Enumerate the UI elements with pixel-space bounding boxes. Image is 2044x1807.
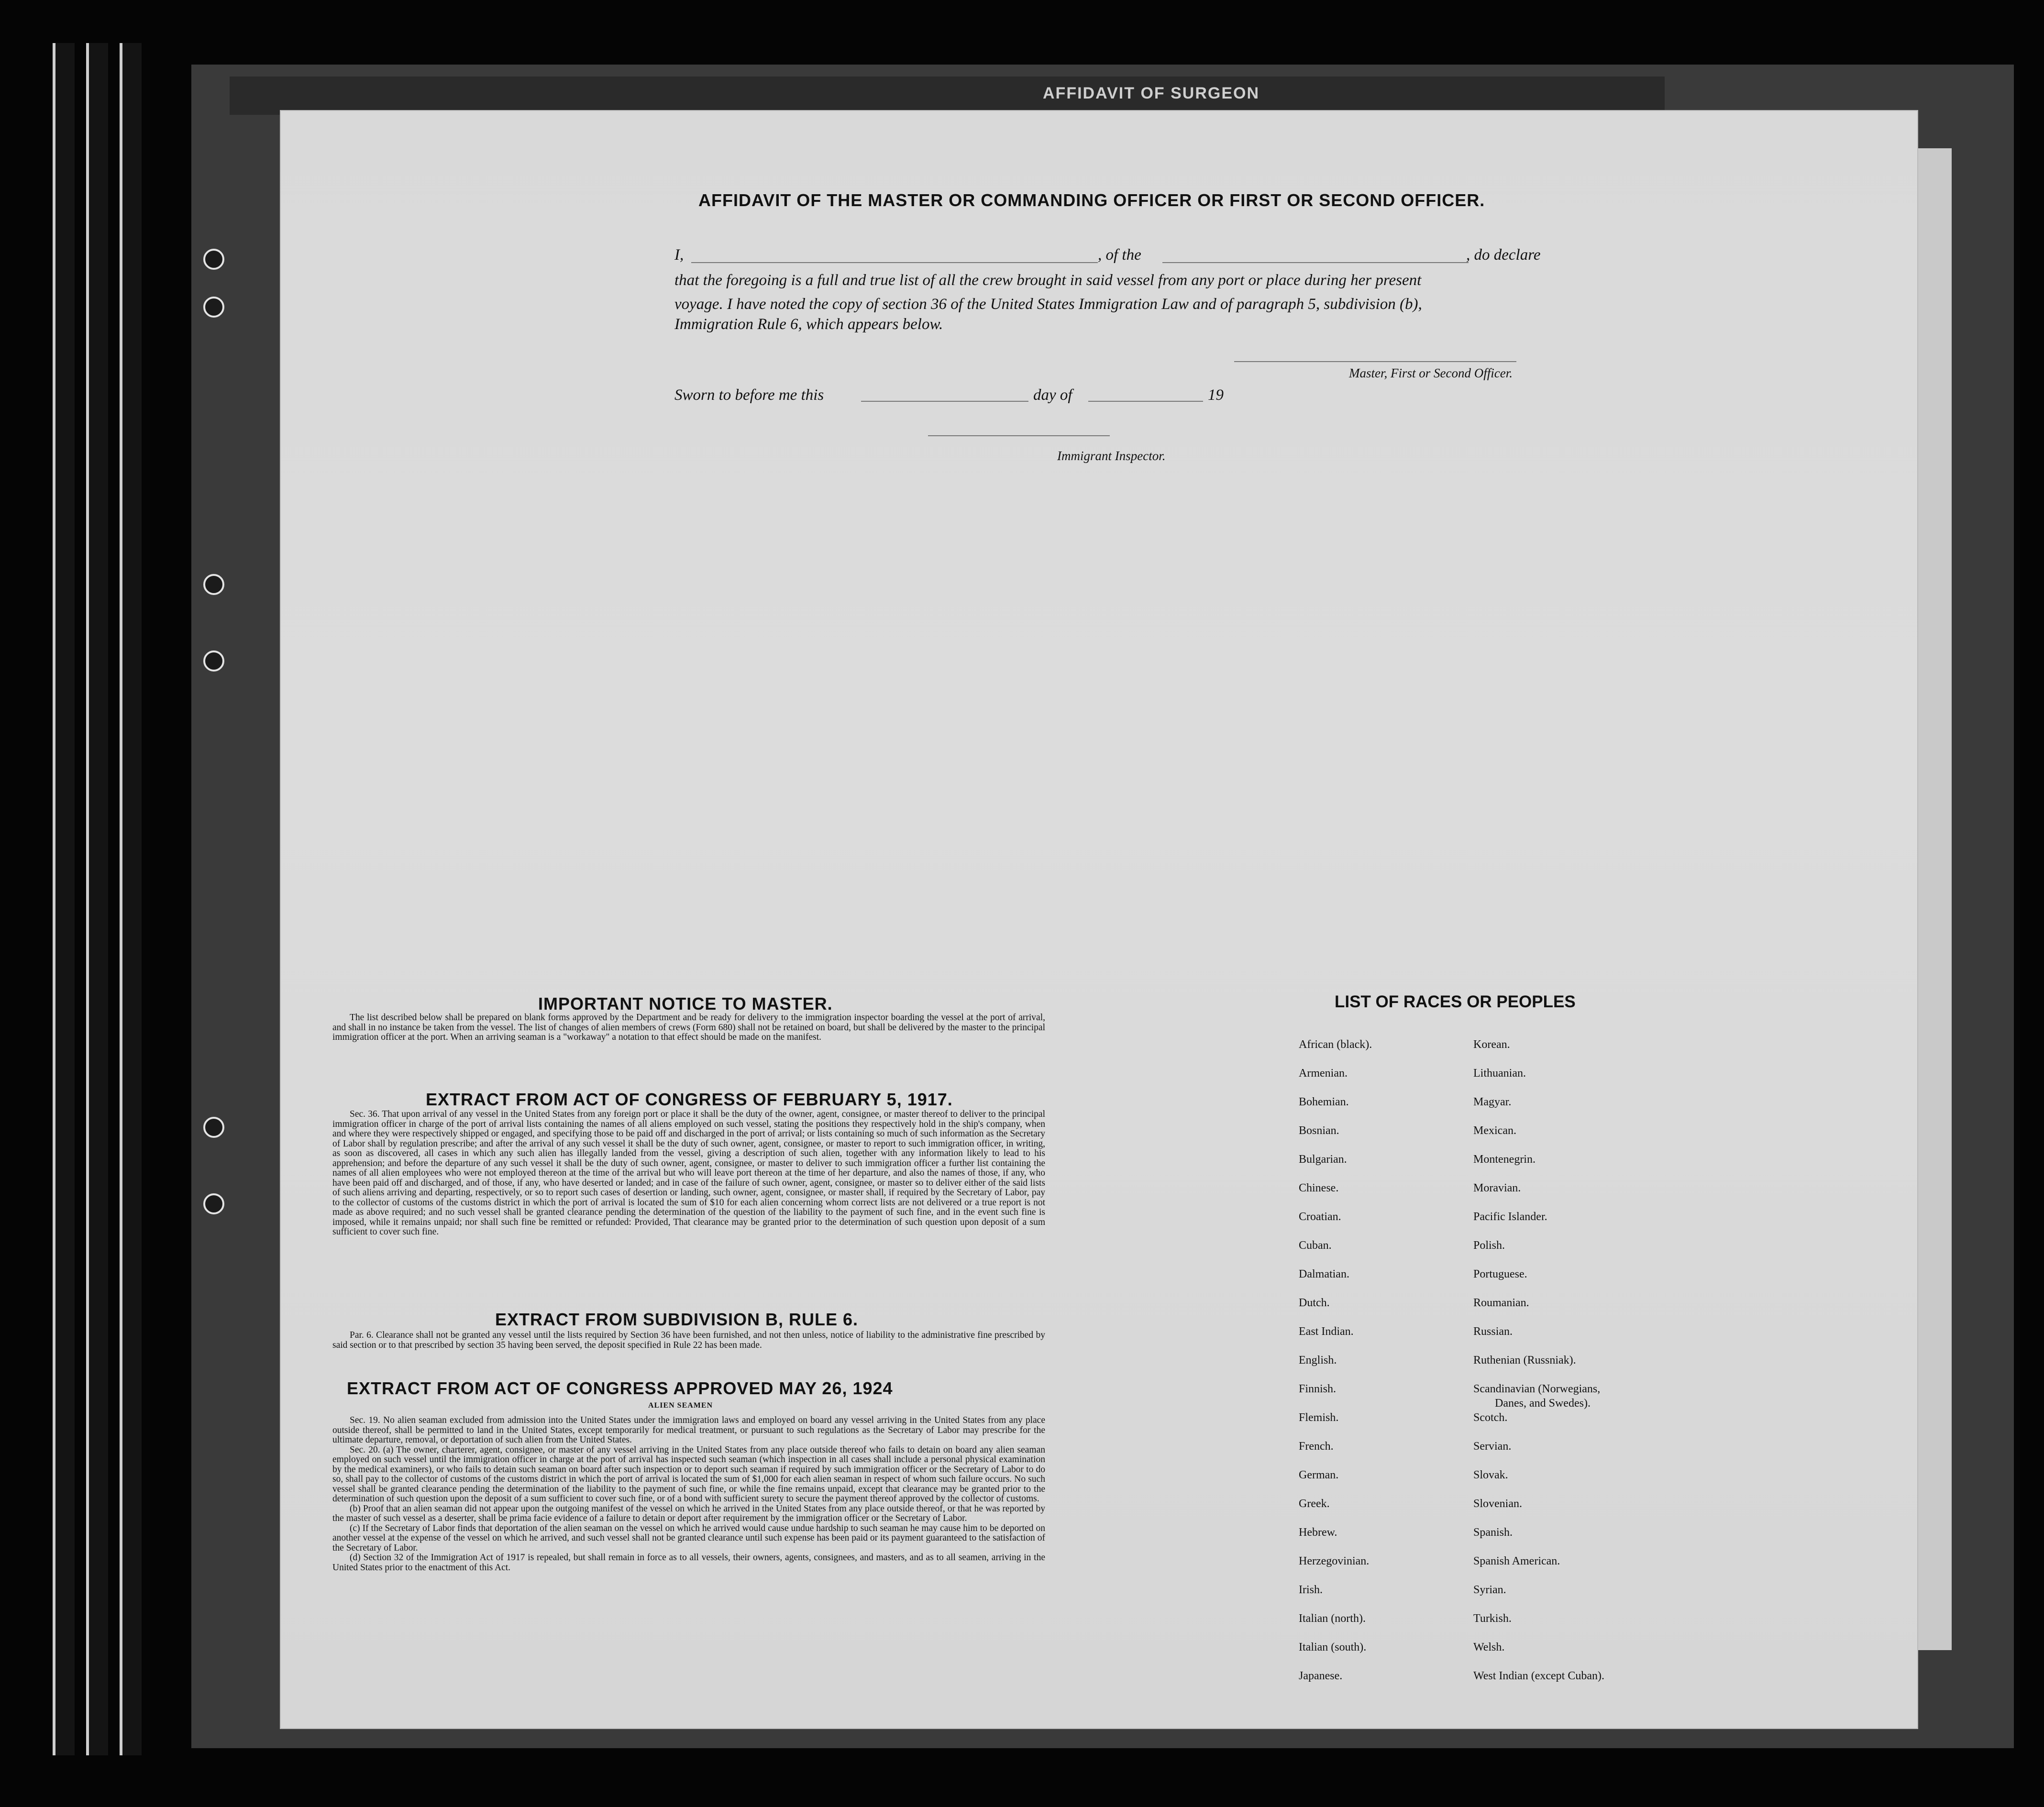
race-item: Turkish. xyxy=(1473,1612,1512,1625)
notice-title: IMPORTANT NOTICE TO MASTER. xyxy=(538,994,833,1014)
races-column-2 xyxy=(1473,1038,1604,1698)
rule-6-title: EXTRACT FROM SUBDIVISION B, RULE 6. xyxy=(495,1310,859,1329)
race-item: German. xyxy=(1299,1469,1339,1481)
underlying-page-title: AFFIDAVIT OF SURGEON xyxy=(1043,84,1260,102)
affidavit-declare-label: , do declare xyxy=(1466,246,1541,264)
affidavit-title: AFFIDAVIT OF THE MASTER OR COMMANDING OFFICER OR FIRST OR SECOND OFFICER. xyxy=(698,190,1485,210)
binding-hole xyxy=(203,1193,224,1214)
underlying-page-edge xyxy=(1918,148,1952,1650)
affidavit-line-3: voyage. I have noted the copy of section 36 of the United States Immigration Law and of paragraph 5, subdivision (b), xyxy=(674,296,1422,313)
race-item: Portuguese. xyxy=(1473,1268,1527,1280)
binding-hole xyxy=(203,650,224,672)
race-item: Servian. xyxy=(1473,1440,1512,1453)
sec-20b-text: (b) Proof that an alien seaman did not appear upon the outgoing manifest of the vessel on which he arrived in the United States from any place outside thereof, or that he was reported by the master of such vessel as a deserter, shall be prima facie evidence of a failure to detain or deport after requirement by the immigration officer or the Secretary of Labor. xyxy=(332,1503,1045,1523)
affidavit-of-the-label: , of the xyxy=(1098,246,1141,264)
left-page-edges xyxy=(43,43,163,1755)
race-item: Chinese. xyxy=(1299,1182,1339,1194)
race-item: Spanish. xyxy=(1473,1526,1513,1539)
race-item: Danes, and Swedes). xyxy=(1495,1397,1591,1410)
race-item: Scandinavian (Norwegians, xyxy=(1473,1383,1601,1395)
race-item: Italian (south). xyxy=(1299,1641,1367,1653)
page-edge xyxy=(120,43,142,1755)
binding-hole xyxy=(203,297,224,318)
page-edge xyxy=(53,43,75,1755)
race-item: Pacific Islander. xyxy=(1473,1211,1547,1223)
binding-hole xyxy=(203,249,224,270)
race-item: Moravian. xyxy=(1473,1182,1521,1194)
race-item: Hebrew. xyxy=(1299,1526,1337,1539)
race-item: Bulgarian. xyxy=(1299,1153,1347,1166)
underlying-page-header xyxy=(230,77,1665,115)
notice-text: The list described below shall be prepared on blank forms approved by the Department and be ready for delivery to the immigration inspector boarding the vessel at the port of arrival, and shall in no instance be taken from the vessel. The list of changes of alien members of crews (Form 680) shall not be retained on board, but shall be delivered by the master to the principal immigration officer at the port. When an arriving seaman is a "workaway" a notation to that effect should be made on the manifest. xyxy=(332,1013,1045,1042)
race-item: Bosnian. xyxy=(1299,1124,1339,1137)
master-signature-label: Master, First or Second Officer. xyxy=(1349,366,1513,380)
races-title: LIST OF RACES OR PEOPLES xyxy=(1335,992,1576,1011)
race-item: Syrian. xyxy=(1473,1584,1506,1596)
race-item: Japanese. xyxy=(1299,1670,1343,1682)
race-item: Slovak. xyxy=(1473,1469,1508,1481)
sec-20d-text: (d) Section 32 of the Immigration Act of 1917 is repealed, but shall remain in force as to all vessels, their owners, agents, consignees, and masters, and as to all seamen, arriving in the United States prior to the enactment of this Act. xyxy=(332,1553,1045,1573)
binding-hole xyxy=(203,574,224,595)
binding-hole xyxy=(203,1117,224,1138)
race-item: Lithuanian. xyxy=(1473,1067,1526,1080)
race-item: Bohemian. xyxy=(1299,1096,1349,1108)
race-item: Dalmatian. xyxy=(1299,1268,1349,1280)
race-item: Spanish American. xyxy=(1473,1555,1560,1567)
race-item: Mexican. xyxy=(1473,1124,1516,1137)
act-1917-title: EXTRACT FROM ACT OF CONGRESS OF FEBRUARY 5, 1917. xyxy=(426,1090,953,1109)
race-item: French. xyxy=(1299,1440,1334,1453)
race-item: Slovenian. xyxy=(1473,1498,1522,1510)
affidavit-line-2: that the foregoing is a full and true list of all the crew brought in said vessel from any port or place during her present xyxy=(674,272,1422,289)
alien-seamen-subtitle: ALIEN SEAMEN xyxy=(648,1401,713,1410)
race-item: Greek. xyxy=(1299,1498,1330,1510)
vessel-line xyxy=(1162,262,1469,263)
sec-20a-text: Sec. 20. (a) The owner, charterer, agent, consignee, or master of any vessel arriving in the United States from any place outside thereof who fails to detain on board any alien seaman employed on such vessel until the immigration officer in charge at the port of arrival has inspected such seaman (which inspection in all cases shall include a personal physical examination by the medical examiners), or who fails to detain such seaman on board after such inspection or to deport such seaman if required by such immigration officer or the Secretary of Labor to do so, shall pay to the collector of customs of the customs district in which the port of arrival is located the sum of $1,000 for each alien seaman in respect of whom such failure occurs. No such vessel shall be granted clearance pending the determination of the liability to the payment of such fine, or while the fine remains unpaid, except that clearance may be granted prior to the determination of such question upon the deposit of a sum sufficient to cover such fine, or of a bond with sufficient surety to secure the payment thereof approved by the collector of customs. xyxy=(332,1444,1045,1504)
year-label: 19 xyxy=(1208,386,1224,404)
master-signature-line xyxy=(1234,361,1516,362)
race-item: English. xyxy=(1299,1354,1337,1366)
race-item: Finnish. xyxy=(1299,1383,1337,1395)
rule-6-text: Par. 6. Clearance shall not be granted any vessel until the lists required by Section 36 have been furnished, and not then unless, notice of liability to the administrative fine prescribed by said section or to that prescribed by section 35 having been served, the deposit specified in Rule 22 has been made. xyxy=(332,1330,1045,1350)
race-item: Flemish. xyxy=(1299,1411,1339,1424)
name-line xyxy=(691,262,1098,263)
race-item: Herzegovinian. xyxy=(1299,1555,1370,1567)
race-item: Roumanian. xyxy=(1473,1297,1529,1309)
page-edge xyxy=(86,43,108,1755)
race-item: West Indian (except Cuban). xyxy=(1473,1670,1604,1682)
race-item: Italian (north). xyxy=(1299,1612,1366,1625)
sworn-month-line xyxy=(1088,401,1203,402)
act-1924-title: EXTRACT FROM ACT OF CONGRESS APPROVED MAY 26, 1924 xyxy=(347,1378,893,1398)
race-item: Scotch. xyxy=(1473,1411,1508,1424)
race-item: Welsh. xyxy=(1473,1641,1505,1653)
race-item: Cuban. xyxy=(1299,1239,1332,1252)
race-item: Polish. xyxy=(1473,1239,1505,1252)
inspector-signature-label: Immigrant Inspector. xyxy=(1057,449,1166,463)
sworn-label: Sworn to before me this xyxy=(674,386,824,404)
race-item: Croatian. xyxy=(1299,1211,1341,1223)
sec-20c-text: (c) If the Secretary of Labor finds that deportation of the alien seaman on the vessel on which he arrived would cause undue hardship to such seaman he may cause him to be deported on another vessel at the expense of the vessel on which he arrived, and such vessel shall not be granted clearance until such expense has been paid or its payment guaranteed to the satisfaction of the Secretary of Labor. xyxy=(332,1523,1045,1553)
sec-19-text: Sec. 19. No alien seaman excluded from admission into the United States under the immigration laws and employed on board any vessel arriving in the United States from any place outside thereof, shall be permitted to land in the United States, except temporarily for medical treatment, or pursuant to such regulations as the Secretary of Labor may prescribe for the ultimate departure, removal, or deportation of such alien from the United States. xyxy=(332,1415,1045,1445)
race-item: Dutch. xyxy=(1299,1297,1330,1309)
sworn-day-line xyxy=(861,401,1028,402)
race-item: Russian. xyxy=(1473,1325,1513,1338)
races-column-1 xyxy=(1299,1038,1372,1698)
affidavit-line-4: Immigration Rule 6, which appears below. xyxy=(674,316,943,333)
affidavit-i-label: I, xyxy=(674,246,684,264)
race-item: Ruthenian (Russniak). xyxy=(1473,1354,1576,1366)
act-1917-text: Sec. 36. That upon arrival of any vessel in the United States from any foreign port or place it shall be the duty of the owner, agent, consignee, or master thereof to deliver to the principal immigration officer in charge of the port of arrival lists containing the names of all aliens employed on such vessel, stating the positions they respectively hold in the ship's company, when and where they were respectively shipped or engaged, and specifying those to be paid off and discharged in the port of arrival; or lists containing so much of such information as the Secretary of Labor shall by regulation prescribe; and after the arrival of any such vessel it shall be the duty of such owner, agent, consignee, or master to report to such immigration officer, in writing, as soon as discovered, all cases in which any such alien has illegally landed from the vessel, giving a description of such alien, together with any information likely to lead to his apprehension; and before the departure of any such vessel it shall be the duty of such owner, agent, consignee, or master to deliver to such immigration officer a further list containing the names of all alien employees who were not employed thereon at the time of the arrival but who will leave port thereon at the time of her departure, and also the names of those, if any, who have been paid off and discharged, and of those, if any, who have deserted or landed; and in case of the failure of such owner, agent, consignee, or master so to deliver either of the said lists of such aliens arriving and departing, respectively, or so to report such cases of desertion or landing, such owner, agent, consignee, or master shall, if required by the Secretary of Labor, pay to the collector of customs of the customs district in which the port of arrival is located the sum of $10 for each alien concerning whom correct lists are not delivered or a true report is not made as above required; and no such vessel shall be granted clearance pending the determination of the question of the liability to the payment of such fine, and in the event such fine is imposed, while it remains unpaid; nor shall such fine be remitted or refunded: Provided, That clearance may be granted prior to the determination of such question upon deposit of a sum sufficient to cover such fine. xyxy=(332,1109,1045,1237)
race-item: Armenian. xyxy=(1299,1067,1348,1080)
race-item: Montenegrin. xyxy=(1473,1153,1536,1166)
inspector-signature-line xyxy=(928,435,1110,436)
act-1924-text xyxy=(332,1416,1045,1573)
race-item: Magyar. xyxy=(1473,1096,1512,1108)
race-item: East Indian. xyxy=(1299,1325,1354,1338)
race-item: Korean. xyxy=(1473,1038,1510,1051)
race-item: African (black). xyxy=(1299,1038,1372,1051)
day-of-label: day of xyxy=(1033,386,1072,404)
race-item: Irish. xyxy=(1299,1584,1323,1596)
